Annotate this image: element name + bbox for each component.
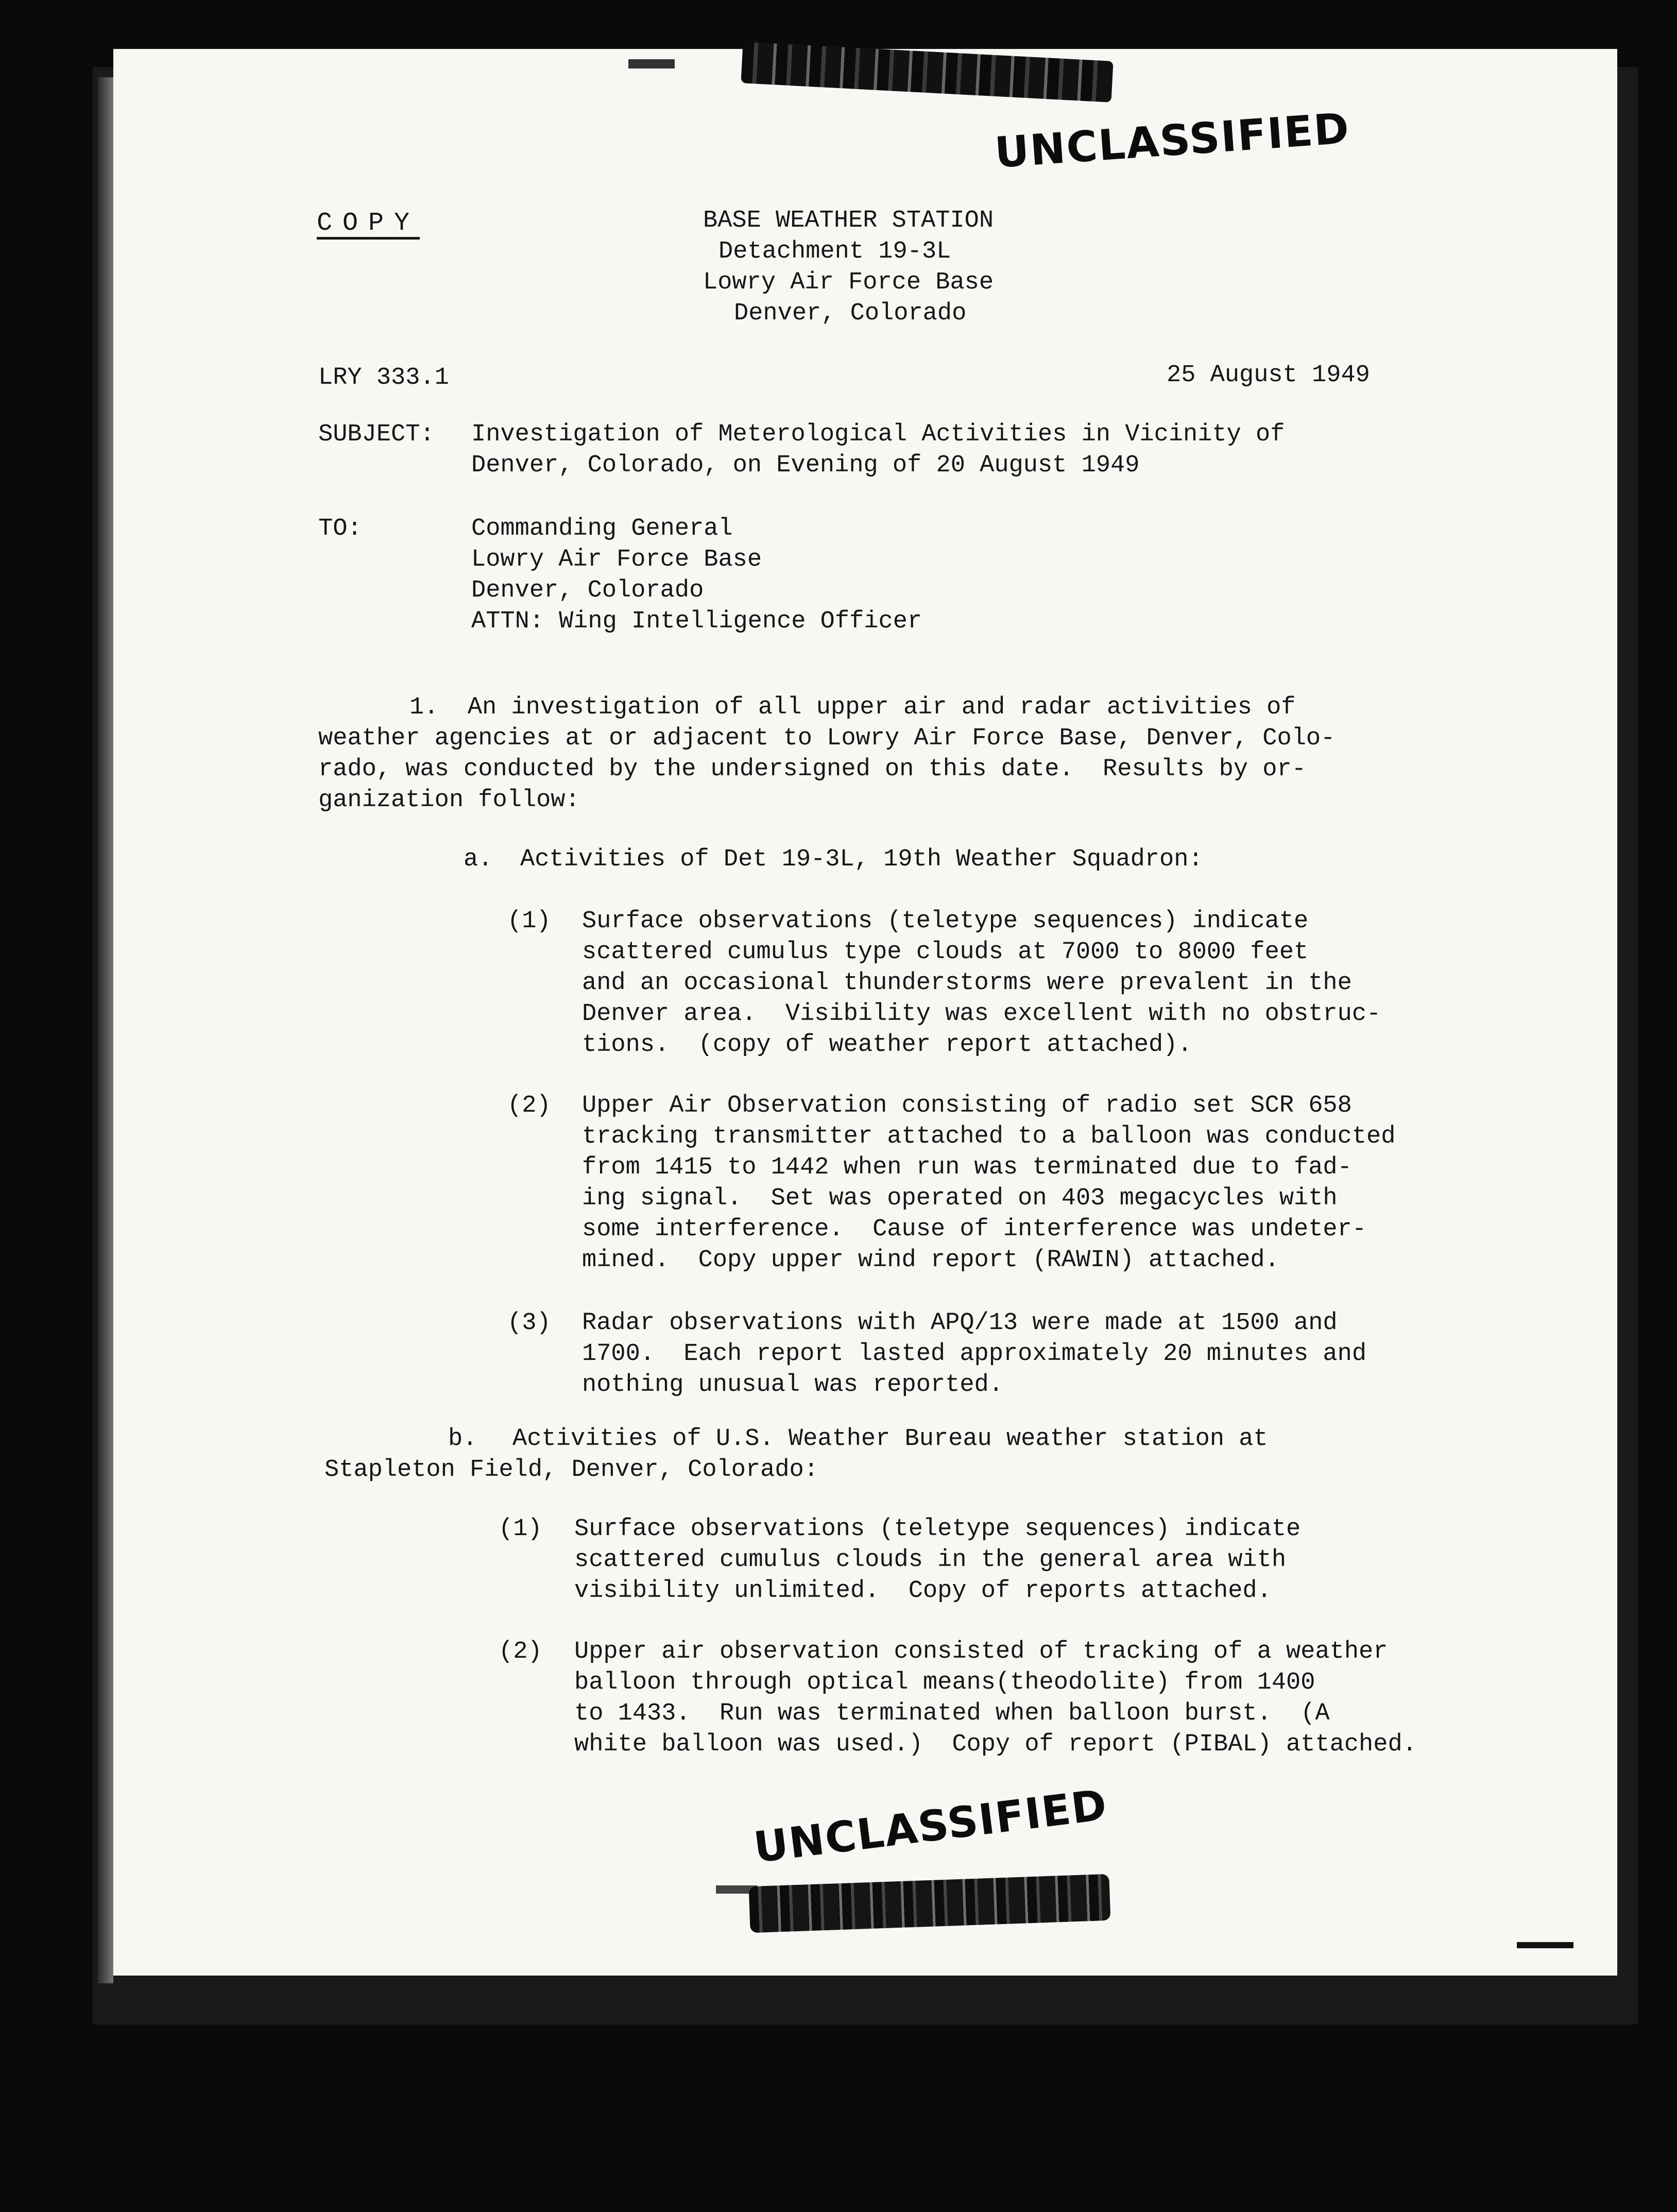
item-line: Radar observations with APQ/13 were made at 1500 and [582,1309,1338,1337]
item-number: (1) [507,908,551,935]
item-line: ing signal. Set was operated on 403 megacycles with [582,1185,1338,1212]
item-line: some interference. Cause of interference was undeter- [582,1216,1367,1243]
item-line: from 1415 to 1442 when run was terminated due to fad- [582,1154,1352,1181]
addressee-line: Denver, Colorado [471,577,704,604]
paragraph-1-line: weather agencies at or adjacent to Lowry Air Force Base, Denver, Colo- [318,725,1336,752]
item-number: (1) [499,1516,542,1543]
file-reference: LRY 333.1 [318,364,449,392]
to-label: TO: [318,515,362,542]
item-line: tions. (copy of weather report attached). [582,1031,1192,1059]
classification-stamp-top: UNCLASSIFIED [993,104,1351,178]
item-number: (2) [499,1638,542,1665]
addressee-line: Lowry Air Force Base [471,546,762,573]
section-b-title: Stapleton Field, Denver, Colorado: [324,1456,818,1484]
letterhead-line: Denver, Colorado [734,300,967,327]
section-b-label: b. [448,1425,477,1453]
margin-mark [1517,1942,1573,1948]
subject-line: Investigation of Meterological Activities in Vicinity of [471,421,1285,448]
paragraph-1-line: ganization follow: [318,787,580,814]
page-edge [98,77,113,1983]
paragraph-1-line: rado, was conducted by the undersigned on this date. Results by or- [318,756,1306,783]
redaction-mark [628,59,675,69]
item-line: Denver area. Visibility was excellent with no obstruc- [582,1000,1381,1028]
item-line: Surface observations (teletype sequences) indicate [574,1516,1301,1543]
item-line: to 1433. Run was terminated when balloon burst. (A [574,1700,1330,1727]
classification-stamp-bottom: UNCLASSIFIED [751,1780,1110,1873]
item-line: white balloon was used.) Copy of report (PIBAL) attached. [574,1731,1417,1758]
letterhead-line: Lowry Air Force Base [703,269,994,296]
item-line: tracking transmitter attached to a balloon was conducted [582,1123,1396,1150]
section-a-label: a. [464,846,493,873]
letterhead-line: BASE WEATHER STATION [703,207,994,234]
item-line: visibility unlimited. Copy of reports attached. [574,1577,1272,1605]
item-line: and an occasional thunderstorms were prevalent in the [582,969,1352,997]
addressee-line: Commanding General [471,515,733,542]
item-line: 1700. Each report lasted approximately 20 minutes and [582,1340,1367,1368]
item-line: Upper air observation consisted of tracking of a weather [574,1638,1388,1665]
letter-date: 25 August 1949 [1167,362,1370,389]
paragraph-1-line: 1. An investigation of all upper air and radar activities of [409,694,1296,721]
item-number: (2) [507,1092,551,1119]
subject-label: SUBJECT: [318,421,435,448]
copy-mark: COPY [317,209,420,238]
item-line: nothing unusual was reported. [582,1371,1003,1399]
item-line: Upper Air Observation consisting of radio set SCR 658 [582,1092,1352,1119]
subject-line: Denver, Colorado, on Evening of 20 August 1949 [471,452,1140,479]
attn-label: ATTN: [471,608,544,635]
item-line: scattered cumulus clouds in the general area with [574,1546,1287,1574]
section-a-title: Activities of Det 19-3L, 19th Weather Squadron: [520,846,1203,873]
item-number: (3) [507,1309,551,1337]
attn-value: Wing Intelligence Officer [559,608,922,635]
section-b-title: Activities of U.S. Weather Bureau weather station at [512,1425,1268,1453]
item-line: mined. Copy upper wind report (RAWIN) attached. [582,1247,1279,1274]
item-line: Surface observations (teletype sequences) indicate [582,908,1309,935]
item-line: balloon through optical means(theodolite) from 1400 [574,1669,1315,1696]
item-line: scattered cumulus type clouds at 7000 to 8000 feet [582,939,1309,966]
letterhead-line: Detachment 19-3L [718,238,951,265]
